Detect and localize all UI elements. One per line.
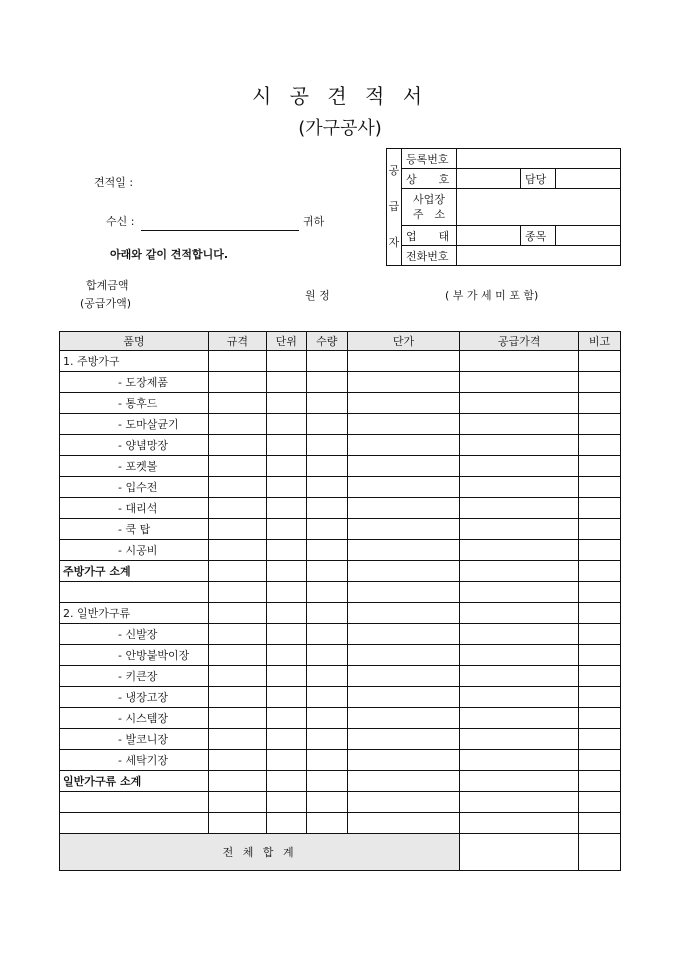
data-cell bbox=[306, 477, 347, 498]
data-cell bbox=[460, 645, 579, 666]
data-cell bbox=[579, 477, 621, 498]
data-cell bbox=[208, 729, 266, 750]
data-cell bbox=[266, 414, 306, 435]
recipient-suffix: 귀하 bbox=[303, 215, 325, 228]
quote-table bbox=[59, 331, 621, 871]
data-cell bbox=[347, 666, 460, 687]
subtotal-row bbox=[60, 771, 621, 792]
data-cell bbox=[208, 813, 266, 834]
data-cell bbox=[579, 624, 621, 645]
grand-total-remarks bbox=[579, 834, 621, 871]
company-label: 상 호 bbox=[402, 169, 457, 189]
table-row bbox=[60, 729, 621, 750]
table-row bbox=[60, 456, 621, 477]
supplier-table bbox=[386, 148, 621, 266]
data-cell bbox=[347, 414, 460, 435]
data-cell bbox=[266, 540, 306, 561]
category-label: 종목 bbox=[521, 226, 556, 246]
data-cell bbox=[266, 792, 306, 813]
data-cell bbox=[208, 624, 266, 645]
data-cell bbox=[266, 666, 306, 687]
table-row bbox=[60, 393, 621, 414]
reg-no-label: 등록번호 bbox=[402, 149, 457, 169]
data-cell bbox=[460, 771, 579, 792]
data-cell bbox=[347, 792, 460, 813]
data-cell bbox=[208, 351, 266, 372]
data-cell bbox=[208, 540, 266, 561]
reg-no-field bbox=[457, 149, 621, 169]
data-cell bbox=[347, 540, 460, 561]
table-row bbox=[60, 750, 621, 771]
item-name-cell: - 대리석 bbox=[60, 498, 209, 519]
data-cell bbox=[579, 372, 621, 393]
item-name-cell: - 통후드 bbox=[60, 393, 209, 414]
blank-row bbox=[60, 792, 621, 813]
header-spec: 규격 bbox=[208, 332, 266, 351]
item-name-cell: - 냉장고장 bbox=[60, 687, 209, 708]
data-cell bbox=[579, 729, 621, 750]
data-cell bbox=[460, 561, 579, 582]
data-cell bbox=[208, 498, 266, 519]
item-name-cell: - 양념망장 bbox=[60, 435, 209, 456]
data-cell bbox=[579, 498, 621, 519]
data-cell bbox=[306, 519, 347, 540]
data-cell bbox=[460, 624, 579, 645]
data-cell bbox=[266, 519, 306, 540]
data-cell bbox=[579, 393, 621, 414]
item-name-cell: 2. 일반가구류 bbox=[60, 603, 209, 624]
data-cell bbox=[208, 708, 266, 729]
blank-row bbox=[60, 582, 621, 603]
table-row bbox=[60, 687, 621, 708]
item-name-cell: - 시공비 bbox=[60, 540, 209, 561]
document-subtitle: (가구공사) bbox=[298, 118, 382, 139]
item-name-cell: - 신발장 bbox=[60, 624, 209, 645]
data-cell bbox=[579, 603, 621, 624]
data-cell bbox=[208, 582, 266, 603]
data-cell bbox=[306, 750, 347, 771]
data-cell bbox=[460, 687, 579, 708]
item-name-cell: - 입수전 bbox=[60, 477, 209, 498]
data-cell bbox=[208, 792, 266, 813]
data-cell bbox=[579, 645, 621, 666]
data-cell bbox=[347, 729, 460, 750]
data-cell bbox=[347, 813, 460, 834]
table-row bbox=[60, 540, 621, 561]
data-cell bbox=[347, 477, 460, 498]
data-cell bbox=[208, 372, 266, 393]
data-cell bbox=[347, 393, 460, 414]
data-cell bbox=[460, 519, 579, 540]
data-cell bbox=[306, 792, 347, 813]
data-cell bbox=[460, 582, 579, 603]
data-cell bbox=[579, 792, 621, 813]
header-item-name: 품명 bbox=[60, 332, 209, 351]
item-name-cell: - 도장제품 bbox=[60, 372, 209, 393]
data-cell bbox=[208, 750, 266, 771]
item-name-cell: - 키큰장 bbox=[60, 666, 209, 687]
data-cell bbox=[347, 750, 460, 771]
data-cell bbox=[347, 435, 460, 456]
data-cell bbox=[347, 456, 460, 477]
data-cell bbox=[306, 540, 347, 561]
item-name-cell: - 시스템장 bbox=[60, 708, 209, 729]
data-cell bbox=[306, 645, 347, 666]
data-cell bbox=[347, 351, 460, 372]
data-cell bbox=[579, 813, 621, 834]
data-cell bbox=[208, 477, 266, 498]
data-cell bbox=[579, 414, 621, 435]
data-cell bbox=[208, 456, 266, 477]
data-cell bbox=[266, 477, 306, 498]
data-cell bbox=[306, 393, 347, 414]
data-cell bbox=[347, 372, 460, 393]
data-cell bbox=[347, 561, 460, 582]
header-remarks: 비고 bbox=[579, 332, 621, 351]
data-cell bbox=[460, 813, 579, 834]
table-row bbox=[60, 666, 621, 687]
data-cell bbox=[347, 624, 460, 645]
data-cell bbox=[306, 582, 347, 603]
data-cell bbox=[579, 687, 621, 708]
item-name-cell: - 세탁기장 bbox=[60, 750, 209, 771]
intro-text: 아래와 같이 견적합니다. bbox=[110, 248, 229, 261]
data-cell bbox=[579, 666, 621, 687]
data-cell bbox=[460, 498, 579, 519]
data-cell bbox=[266, 456, 306, 477]
phone-field bbox=[457, 246, 621, 266]
data-cell bbox=[460, 666, 579, 687]
data-cell bbox=[208, 561, 266, 582]
data-cell bbox=[266, 351, 306, 372]
item-name-cell bbox=[60, 792, 209, 813]
recipient-label: 수신 : bbox=[106, 215, 135, 228]
item-name-cell: - 발코니장 bbox=[60, 729, 209, 750]
item-name-cell: 주방가구 소계 bbox=[60, 561, 209, 582]
item-name-cell bbox=[60, 813, 209, 834]
table-row bbox=[60, 708, 621, 729]
data-cell bbox=[579, 582, 621, 603]
data-cell bbox=[266, 750, 306, 771]
section-title-row bbox=[60, 351, 621, 372]
data-cell bbox=[306, 624, 347, 645]
data-cell bbox=[266, 393, 306, 414]
data-cell bbox=[208, 645, 266, 666]
header-unit: 단위 bbox=[266, 332, 306, 351]
section-title-row bbox=[60, 603, 621, 624]
data-cell bbox=[460, 729, 579, 750]
data-cell bbox=[306, 708, 347, 729]
data-cell bbox=[266, 435, 306, 456]
data-cell bbox=[266, 813, 306, 834]
data-cell bbox=[306, 456, 347, 477]
data-cell bbox=[306, 813, 347, 834]
data-cell bbox=[266, 372, 306, 393]
data-cell bbox=[306, 771, 347, 792]
data-cell bbox=[347, 603, 460, 624]
data-cell bbox=[306, 687, 347, 708]
data-cell bbox=[460, 372, 579, 393]
data-cell bbox=[460, 435, 579, 456]
data-cell bbox=[347, 708, 460, 729]
data-cell bbox=[306, 729, 347, 750]
table-row bbox=[60, 624, 621, 645]
data-cell bbox=[460, 393, 579, 414]
data-cell bbox=[579, 708, 621, 729]
item-name-cell: - 안방붙박이장 bbox=[60, 645, 209, 666]
data-cell bbox=[347, 519, 460, 540]
data-cell bbox=[266, 582, 306, 603]
recipient-line bbox=[141, 230, 299, 231]
data-cell bbox=[460, 414, 579, 435]
data-cell bbox=[266, 687, 306, 708]
subtotal-row bbox=[60, 561, 621, 582]
business-type-field bbox=[457, 226, 521, 246]
data-cell bbox=[266, 729, 306, 750]
data-cell bbox=[306, 603, 347, 624]
data-cell bbox=[306, 372, 347, 393]
data-cell bbox=[460, 792, 579, 813]
document-title: 시 공 견 적 서 bbox=[251, 84, 429, 108]
business-type-label: 업 태 bbox=[402, 226, 457, 246]
data-cell bbox=[208, 771, 266, 792]
supplier-side-label: 공 급 자 bbox=[387, 149, 402, 266]
company-field bbox=[457, 169, 521, 189]
data-cell bbox=[208, 435, 266, 456]
table-row bbox=[60, 519, 621, 540]
data-cell bbox=[460, 351, 579, 372]
data-cell bbox=[460, 456, 579, 477]
data-cell bbox=[579, 771, 621, 792]
item-name-cell: - 쿡 탑 bbox=[60, 519, 209, 540]
data-cell bbox=[266, 771, 306, 792]
item-name-cell: 1. 주방가구 bbox=[60, 351, 209, 372]
data-cell bbox=[579, 540, 621, 561]
data-cell bbox=[460, 603, 579, 624]
data-cell bbox=[579, 519, 621, 540]
phone-label: 전화번호 bbox=[402, 246, 457, 266]
grand-total-amount bbox=[460, 834, 579, 871]
data-cell bbox=[208, 414, 266, 435]
data-cell bbox=[208, 393, 266, 414]
data-cell bbox=[208, 603, 266, 624]
data-cell bbox=[347, 687, 460, 708]
table-row bbox=[60, 372, 621, 393]
table-row bbox=[60, 477, 621, 498]
data-cell bbox=[266, 561, 306, 582]
data-cell bbox=[266, 603, 306, 624]
data-cell bbox=[460, 477, 579, 498]
table-row bbox=[60, 498, 621, 519]
data-cell bbox=[347, 582, 460, 603]
data-cell bbox=[306, 414, 347, 435]
total-amount-label: 합계금액 bbox=[86, 279, 129, 292]
grand-total-row bbox=[60, 834, 621, 871]
address-label: 사업장 주 소 bbox=[402, 189, 457, 226]
vat-note: ( 부 가 세 미 포 함) bbox=[445, 289, 539, 302]
address-field bbox=[457, 189, 621, 226]
table-row bbox=[60, 645, 621, 666]
data-cell bbox=[460, 540, 579, 561]
manager-field bbox=[556, 169, 621, 189]
data-cell bbox=[266, 624, 306, 645]
data-cell bbox=[208, 687, 266, 708]
data-cell bbox=[306, 435, 347, 456]
data-cell bbox=[306, 498, 347, 519]
manager-label: 담당 bbox=[521, 169, 556, 189]
data-cell bbox=[579, 750, 621, 771]
category-field bbox=[556, 226, 621, 246]
table-header-row bbox=[60, 332, 621, 351]
data-cell bbox=[579, 456, 621, 477]
data-cell bbox=[208, 666, 266, 687]
grand-total-label: 전 체 합 계 bbox=[60, 834, 460, 871]
data-cell bbox=[347, 645, 460, 666]
data-cell bbox=[579, 435, 621, 456]
total-amount-sublabel: (공급가액) bbox=[80, 297, 132, 310]
header-unit-price: 단가 bbox=[347, 332, 460, 351]
data-cell bbox=[347, 498, 460, 519]
table-row bbox=[60, 414, 621, 435]
header-quantity: 수량 bbox=[306, 332, 347, 351]
data-cell bbox=[579, 351, 621, 372]
data-cell bbox=[306, 351, 347, 372]
data-cell bbox=[266, 645, 306, 666]
item-name-cell bbox=[60, 582, 209, 603]
item-name-cell: 일반가구류 소계 bbox=[60, 771, 209, 792]
currency-unit: 원 정 bbox=[305, 289, 330, 302]
blank-row bbox=[60, 813, 621, 834]
data-cell bbox=[306, 666, 347, 687]
data-cell bbox=[208, 519, 266, 540]
data-cell bbox=[460, 708, 579, 729]
data-cell bbox=[579, 561, 621, 582]
data-cell bbox=[266, 708, 306, 729]
data-cell bbox=[266, 498, 306, 519]
header-supply-price: 공급가격 bbox=[460, 332, 579, 351]
estimate-date-label: 견적일 : bbox=[94, 176, 134, 189]
item-name-cell: - 포켓볼 bbox=[60, 456, 209, 477]
data-cell bbox=[347, 771, 460, 792]
data-cell bbox=[460, 750, 579, 771]
data-cell bbox=[306, 561, 347, 582]
item-name-cell: - 도마살균기 bbox=[60, 414, 209, 435]
table-row bbox=[60, 435, 621, 456]
